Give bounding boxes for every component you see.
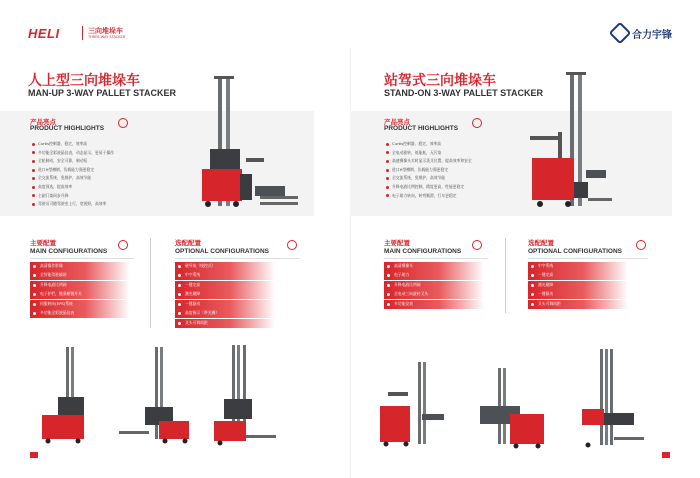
list-item: 电子护栏，链条断链开关 xyxy=(30,290,130,299)
brand-block xyxy=(612,25,672,41)
list-item: 高度预选，提高效率 xyxy=(32,183,114,192)
brand-name: 合力宇锋 xyxy=(632,29,672,41)
right-title-cn: 站驾式三向堆垛车 xyxy=(384,73,496,89)
list-item: 高速摄像头实时显示货叉位置，提高效率和安全 xyxy=(386,157,472,166)
stand-on-stacker-photo-1 xyxy=(378,360,448,450)
config-badge-icon xyxy=(636,240,646,250)
list-item: 高清操作影像 xyxy=(30,262,130,271)
header-subtitle-small: THREE-WAY STACKER xyxy=(88,35,126,39)
list-item: 全轮制动，安全可靠，制动短 xyxy=(32,157,114,166)
list-item: 升降电液比例阀 xyxy=(384,281,484,290)
list-item: 伺服转向(EPS)系统 xyxy=(30,300,130,309)
list-item: 主副门架同步升降 xyxy=(32,192,114,201)
config-divider xyxy=(150,238,151,328)
page-corner-mark xyxy=(662,452,670,458)
list-item: 一键驱动 xyxy=(175,300,275,309)
list-item: 进口H型槽钢，负载能力强更稳定 xyxy=(32,166,114,175)
list-item: 电子助力 xyxy=(384,271,484,280)
list-item: 一键定高 xyxy=(175,281,275,290)
list-item: Curtis控制器，稳定，效率高 xyxy=(32,140,114,149)
list-item: 叉头可调间距 xyxy=(528,300,628,309)
man-up-stacker-photo-1 xyxy=(36,345,96,445)
stand-on-stacker-photo-2 xyxy=(470,366,550,450)
list-item: 一键定高 xyxy=(528,271,628,280)
list-item: 全电动旋转，低能耗，无污染 xyxy=(386,149,472,158)
left-highlights-head-cn: 产品亮点 xyxy=(30,118,56,126)
list-item: 电子助力转向，转弯顺滑，行车更稳定 xyxy=(386,192,472,201)
list-item: 多功能仪表 xyxy=(384,300,484,309)
config-badge-icon xyxy=(118,240,128,250)
left-main-config-list xyxy=(30,262,130,319)
right-main-config-list xyxy=(384,262,484,309)
right-optional-config-list xyxy=(528,262,628,309)
list-item: 激光避障 xyxy=(175,290,275,299)
right-main-config-head-cn: 主要配置 xyxy=(384,239,410,247)
list-item: 全智能驾驶辅助 xyxy=(30,271,130,280)
left-highlights-head-en: PRODUCT HIGHLIGHTS xyxy=(30,125,105,132)
man-up-stacker-photo-3 xyxy=(210,343,280,449)
config-underline xyxy=(384,258,488,259)
man-up-stacker-photo xyxy=(200,74,320,214)
highlight-badge-icon xyxy=(472,118,482,128)
list-item: 叉头可调间距 xyxy=(175,319,275,328)
right-highlights-head-en: PRODUCT HIGHLIGHTS xyxy=(384,125,459,132)
config-underline xyxy=(528,258,648,259)
page-header xyxy=(0,0,700,48)
left-main-config-head-cn: 主要配置 xyxy=(30,239,56,247)
heli-logo: HELI xyxy=(28,26,60,41)
left-highlights-list xyxy=(32,140,114,209)
right-optional-config-head-cn: 选配配置 xyxy=(528,239,554,247)
right-main-config-head-en: MAIN CONFIGURATIONS xyxy=(384,248,462,255)
config-divider xyxy=(505,238,506,313)
list-item: 升降电液比例阀 xyxy=(30,281,130,290)
list-item: 进口H型槽钢，负载能力强更稳定 xyxy=(386,166,472,175)
list-item: 中字系统 xyxy=(175,271,275,280)
list-item: 激光避障 xyxy=(528,281,628,290)
header-subtitle: 三向堆垛车 xyxy=(88,27,123,35)
highlight-badge-icon xyxy=(118,118,128,128)
list-item: 高清摄像头 xyxy=(384,262,484,271)
left-optional-config-head-cn: 选配配置 xyxy=(175,239,201,247)
right-optional-config-head-en: OPTIONAL CONFIGURATIONS xyxy=(528,248,623,255)
list-item: Curtis控制器，稳定，效率高 xyxy=(386,140,472,149)
list-item: 一键驱动 xyxy=(528,290,628,299)
man-up-stacker-photo-2 xyxy=(115,345,195,445)
brand-logo-icon xyxy=(609,22,632,45)
left-optional-config-head-en: OPTIONAL CONFIGURATIONS xyxy=(175,248,270,255)
stand-on-stacker-photo-3 xyxy=(578,347,648,451)
list-item: 高度指示（带光栅） xyxy=(175,309,275,318)
list-item: 全交流系统，免维护，高效节能 xyxy=(386,174,472,183)
list-item: 多功能全彩液晶仪表 xyxy=(30,309,130,318)
list-item: 多功能全彩液晶仪表，动态显示，更易于操作 xyxy=(32,149,114,158)
right-highlights-head-cn: 产品亮点 xyxy=(384,118,410,126)
header-separator xyxy=(82,26,83,40)
list-item: 磁导航（线控式） xyxy=(175,262,275,271)
config-badge-icon xyxy=(287,240,297,250)
list-item: 全交流系统，免维护，高效节能 xyxy=(32,174,114,183)
config-badge-icon xyxy=(472,240,482,250)
list-item: 全电动三向旋转叉头 xyxy=(384,290,484,299)
config-underline xyxy=(30,258,134,259)
page-corner-mark xyxy=(30,452,38,458)
list-item: 驾驶员可随驾驶室上行，宽视野，高效率 xyxy=(32,200,114,209)
right-title-en: STAND-ON 3-WAY PALLET STACKER xyxy=(384,88,544,98)
left-title-en: MAN-UP 3-WAY PALLET STACKER xyxy=(28,88,177,98)
left-main-config-head-en: MAIN CONFIGURATIONS xyxy=(30,248,108,255)
list-item: 升降电液比例控制，精度更高，性能更稳定 xyxy=(386,183,472,192)
config-underline xyxy=(175,258,299,259)
stand-on-stacker-photo xyxy=(528,72,618,214)
list-item: 中字系统 xyxy=(528,262,628,271)
right-highlights-list xyxy=(386,140,472,200)
left-optional-config-list xyxy=(175,262,275,328)
left-title-cn: 人上型三向堆垛车 xyxy=(28,73,140,89)
